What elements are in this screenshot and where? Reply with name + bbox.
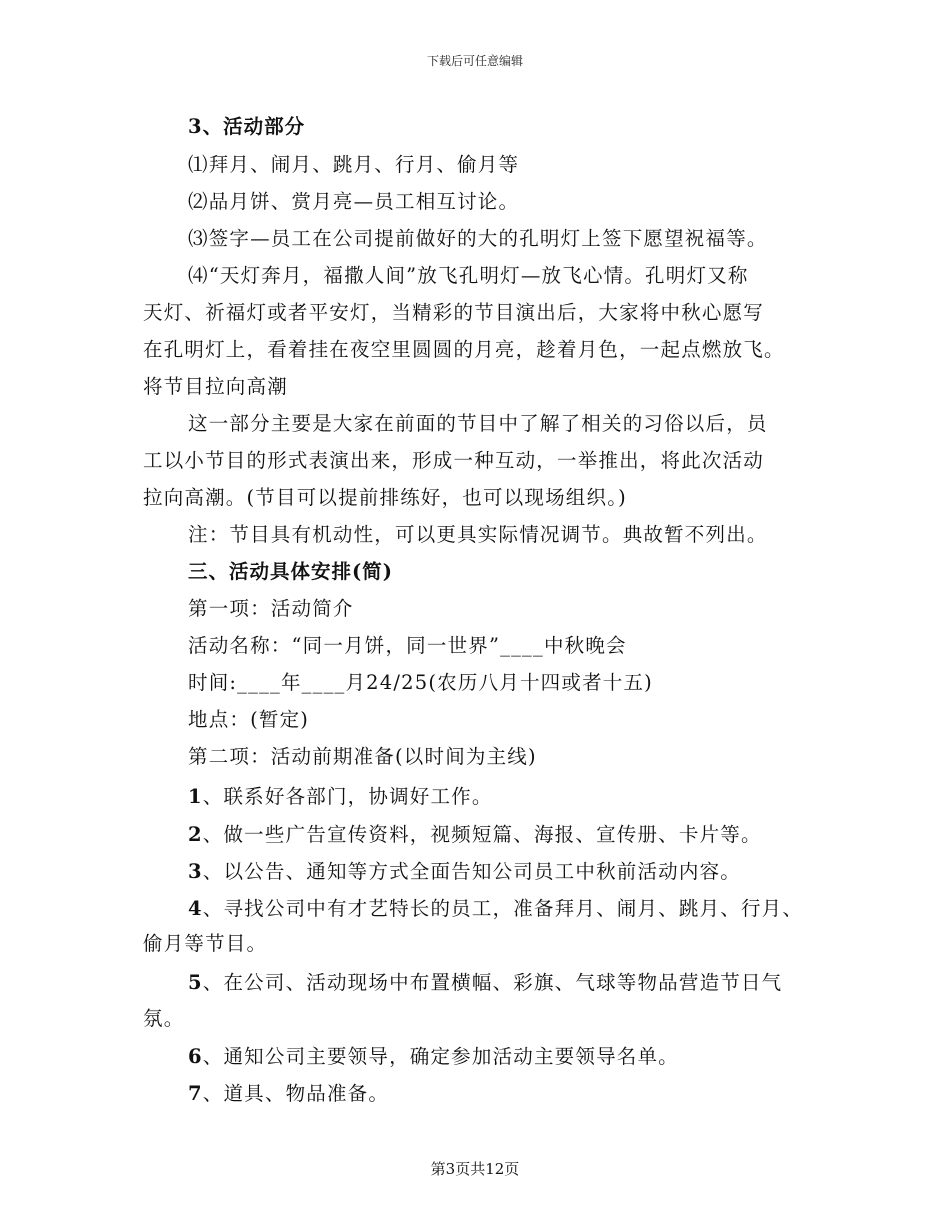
prep-step-number: 6 — [188, 1045, 203, 1068]
page-footer-number: 第3页共12页 — [430, 1160, 520, 1178]
schedule-intro-label: 第一项：活动简介 — [188, 597, 354, 620]
prep-step-continuation: 偷月等节目。 — [143, 932, 268, 955]
prep-step — [188, 896, 803, 922]
activity-item-1: ⑴拜月、闹月、跳月、行月、偷月等 — [188, 153, 520, 176]
prep-step-text: 、在公司、活动现场中布置横幅、彩旗、气球等物品营造节日气 — [202, 971, 783, 994]
schedule-event-name: 活动名称：“同一月饼，同一世界”____中秋晚会 — [188, 634, 627, 657]
prep-step-text: 、做一些广告宣传资料，视频短篇、海报、宣传册、卡片等。 — [202, 823, 762, 846]
activity-item-4-line: ⑷“天灯奔月，福撒人间”放飞孔明灯—放飞心情。孔明灯又称 — [188, 264, 749, 287]
page-header-note: 下载后可任意编辑 — [426, 54, 523, 68]
section-heading-schedule: 三、活动具体安排(简) — [188, 560, 393, 583]
prep-step-number: 4 — [188, 897, 203, 920]
activity-paragraph-line: 拉向高潮。(节目可以提前排练好，也可以现场组织。) — [143, 486, 627, 509]
activity-item-4-line: 将节目拉向高潮 — [143, 375, 288, 398]
prep-step — [188, 1044, 679, 1070]
prep-step — [188, 859, 741, 885]
prep-step — [188, 1081, 389, 1107]
activity-item-2: ⑵品月饼、赏月亮—员工相互讨论。 — [188, 190, 520, 213]
prep-step — [188, 822, 762, 848]
prep-step — [188, 970, 782, 996]
activity-note: 注：节目具有机动性，可以更具实际情况调节。典故暂不列出。 — [188, 523, 768, 546]
prep-step-number: 5 — [188, 971, 203, 994]
prep-step-text: 、以公告、通知等方式全面告知公司员工中秋前活动内容。 — [202, 860, 741, 883]
activity-item-3: ⑶签字—员工在公司提前做好的大的孔明灯上签下愿望祝福等。 — [188, 227, 768, 250]
prep-step-text: 、道具、物品准备。 — [202, 1082, 390, 1105]
prep-step-continuation: 氛。 — [143, 1007, 185, 1030]
prep-step-number: 2 — [188, 823, 203, 846]
section-heading-activity: 3、活动部分 — [188, 115, 306, 138]
prep-step-text: 、寻找公司中有才艺特长的员工，准备拜月、闹月、跳月、行月、 — [202, 897, 804, 920]
prep-step-text: 、通知公司主要领导，确定参加活动主要领导名单。 — [202, 1045, 679, 1068]
activity-item-4-line: 在孔明灯上，看着挂在夜空里圆圆的月亮，趁着月色，一起点燃放飞。 — [143, 338, 785, 361]
activity-item-4-line: 天灯、祈福灯或者平安灯，当精彩的节目演出后，大家将中秋心愿写 — [143, 301, 765, 324]
schedule-event-place: 地点：(暂定) — [188, 708, 310, 731]
prep-step — [188, 784, 493, 810]
prep-step-number: 3 — [188, 860, 203, 883]
prep-step-number: 7 — [188, 1082, 203, 1105]
activity-paragraph-line: 这一部分主要是大家在前面的节目中了解了相关的习俗以后，员 — [188, 412, 768, 435]
schedule-prep-label: 第二项：活动前期准备(以时间为主线) — [188, 745, 537, 768]
activity-paragraph-line: 工以小节目的形式表演出来，形成一种互动，一举推出，将此次活动 — [143, 449, 765, 472]
prep-step-text: 、联系好各部门，协调好工作。 — [202, 785, 493, 808]
prep-step-number: 1 — [188, 785, 203, 808]
schedule-event-time: 时间:____年____月24/25(农历八月十四或者十五) — [188, 671, 653, 694]
